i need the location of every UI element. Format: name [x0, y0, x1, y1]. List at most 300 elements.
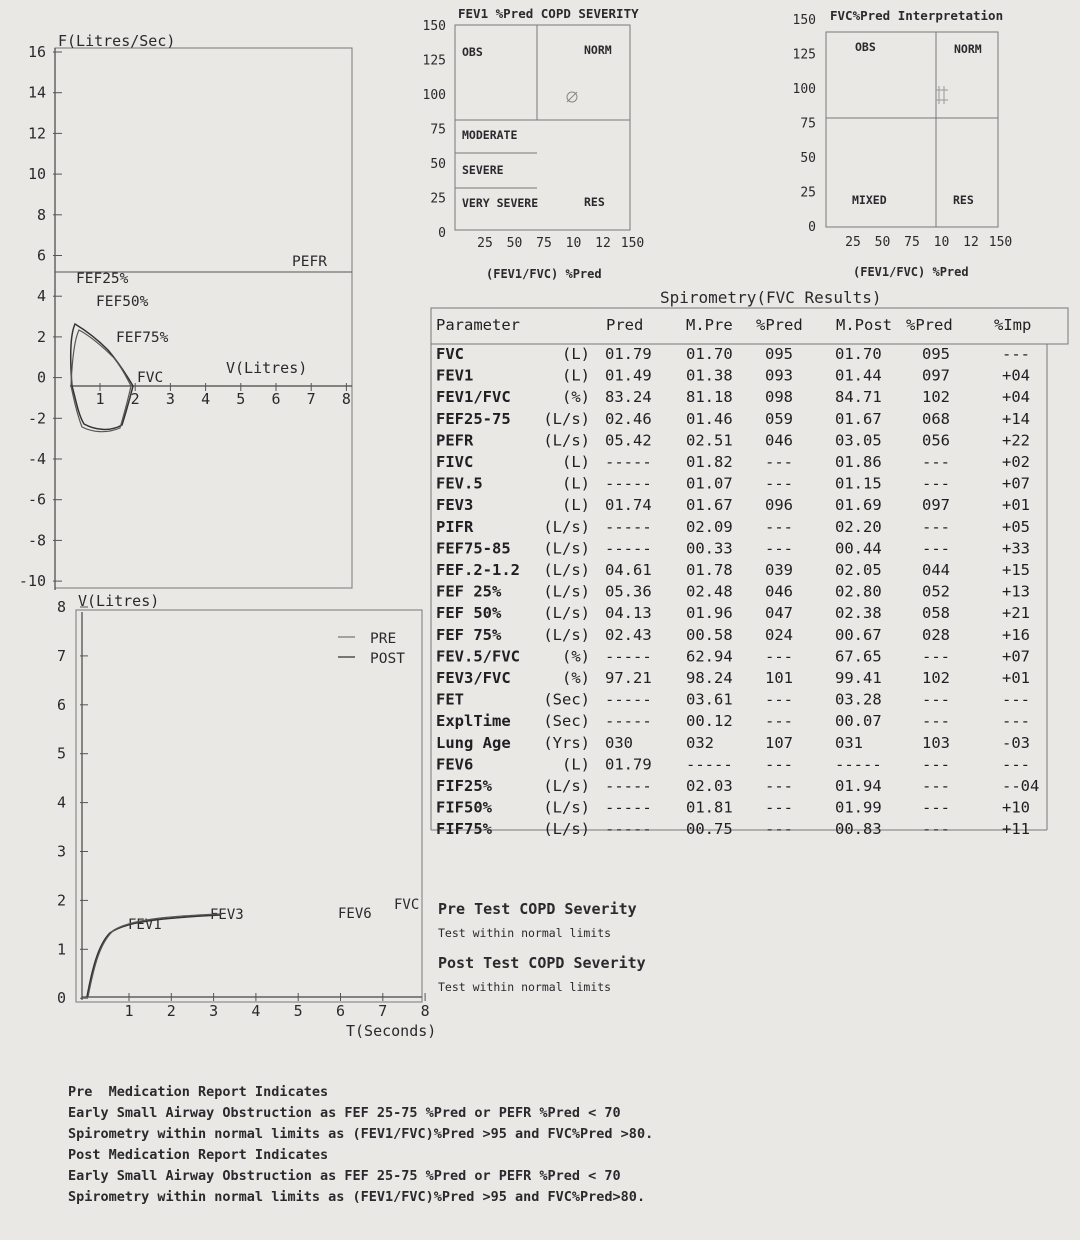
results-cell: 052: [922, 582, 950, 601]
results-cell: 01.38: [686, 366, 733, 385]
results-cell: 028: [922, 625, 950, 644]
results-cell: +21: [1002, 604, 1030, 623]
results-cell: 103: [922, 733, 950, 752]
results-row: [436, 799, 1030, 817]
copd-chart-y-tick: 0: [438, 226, 446, 241]
results-cell: 096: [765, 496, 793, 515]
report-line: Early Small Airway Obstruction as FEF 25-75 %Pred or PEFR %Pred < 70: [68, 1168, 621, 1184]
results-cell: 01.70: [835, 345, 882, 363]
volume-time-x-tick: 1: [124, 1002, 134, 1020]
results-cell: 01.99: [835, 798, 882, 817]
volume-time-x-label: T(Seconds): [346, 1022, 437, 1040]
results-cell: +07: [1002, 474, 1030, 493]
results-cell: 01.07: [686, 474, 733, 493]
report-line: Post Medication Report Indicates: [68, 1147, 329, 1163]
results-title: Spirometry(FVC Results): [660, 288, 882, 307]
results-cell: 00.12: [686, 712, 733, 731]
copd-zone-norm: NORM: [584, 43, 612, 57]
results-cell: 03.05: [835, 431, 882, 450]
copd-zone-severe: SEVERE: [462, 163, 504, 177]
results-cell: 107: [765, 733, 793, 752]
results-cell: (Sec): [543, 712, 590, 731]
results-cell: ---: [765, 798, 793, 817]
fef25-marker-label: FEF25%: [76, 271, 129, 287]
results-cell: FIF75%: [436, 820, 492, 839]
flow-volume-y-tick: 0: [36, 368, 46, 387]
volume-time-y-tick: 1: [56, 940, 66, 959]
flow-volume-x-tick: 7: [306, 390, 316, 408]
results-cell: +02: [1002, 453, 1030, 471]
results-cell: 044: [922, 561, 950, 579]
volume-time-y-tick: 3: [56, 842, 66, 861]
results-row: [436, 518, 1030, 536]
results-cell: (%): [562, 669, 590, 687]
results-cell: (L): [562, 474, 590, 493]
copd-chart-x-tick: 150: [620, 236, 645, 251]
flow-volume-y-label: F(Litres/Sec): [58, 32, 176, 50]
results-cell: -03: [1002, 733, 1030, 752]
results-cell: ---: [922, 474, 950, 493]
flow-volume-y-tick: -6: [27, 490, 46, 509]
results-cell: ---: [922, 539, 950, 558]
results-cell: 98.24: [686, 669, 733, 687]
results-cell: 030: [605, 733, 633, 752]
results-cell: FEV6: [436, 755, 474, 774]
results-row: [436, 691, 1030, 709]
flow-volume-chart: [19, 32, 352, 590]
results-cell: 84.71: [835, 388, 882, 407]
flow-volume-x-tick: 4: [201, 390, 211, 408]
copd-chart-x-tick: 25: [477, 236, 493, 251]
results-cell: 67.65: [835, 647, 882, 666]
flow-volume-y-tick: 16: [27, 43, 46, 61]
results-cell: 00.07: [835, 712, 882, 731]
results-row: [436, 604, 1030, 622]
volume-time-y-ticks: [57, 598, 88, 1007]
results-body: [436, 345, 1039, 838]
copd-chart-y-ticks: [423, 19, 446, 241]
copd-chart-y-tick: 25: [430, 191, 446, 207]
results-cell: +33: [1002, 539, 1030, 558]
results-cell: FEF75-85: [436, 539, 511, 558]
copd-chart-y-tick: 50: [430, 157, 446, 172]
results-cell: 093: [765, 366, 793, 385]
results-cell: 046: [765, 431, 793, 450]
results-cell: 01.79: [605, 755, 652, 774]
results-row: [436, 734, 1030, 752]
results-cell: 01.44: [835, 366, 882, 385]
results-cell: 02.05: [835, 561, 882, 579]
flow-volume-x-label: V(Litres): [226, 359, 308, 377]
results-cell: -----: [605, 647, 652, 666]
copd-chart-title: FEV1 %Pred COPD SEVERITY: [458, 6, 639, 21]
results-cell: ---: [1002, 712, 1030, 731]
flow-volume-y-tick: 14: [27, 83, 46, 102]
results-cell: ---: [765, 820, 793, 839]
results-cell: ---: [922, 517, 950, 536]
results-cell: FIVC: [436, 453, 474, 471]
fvc-interpretation-chart: [793, 8, 1013, 279]
flow-volume-y-tick: 4: [36, 287, 46, 306]
results-cell: (%): [562, 647, 590, 666]
report-line: Spirometry within normal limits as (FEV1/FVC)%Pred >95 and FVC%Pred >80.: [68, 1126, 654, 1142]
results-cell: -----: [605, 777, 652, 795]
legend-post-label: POST: [370, 651, 405, 667]
results-cell: 00.83: [835, 820, 882, 839]
flow-volume-y-tick: -8: [27, 531, 46, 550]
fvc-marker-label: FVC: [137, 370, 164, 386]
results-cell: +15: [1002, 561, 1030, 579]
results-cell: 97.21: [605, 669, 652, 687]
results-cell: ---: [922, 798, 950, 817]
results-cell: 102: [922, 388, 950, 407]
results-cell: ---: [922, 755, 950, 774]
results-cell: 02.20: [835, 517, 882, 536]
fvc-zone-norm: NORM: [954, 42, 982, 56]
results-cell: 098: [765, 388, 793, 407]
results-cell: -----: [605, 539, 652, 558]
fvc-chart-x-label: (FEV1/FVC) %Pred: [853, 265, 969, 279]
results-row: [436, 539, 1030, 557]
results-cell: -----: [605, 517, 652, 536]
results-cell: (L/s): [543, 409, 590, 428]
results-cell: +04: [1002, 388, 1030, 407]
results-cell: +01: [1002, 669, 1030, 687]
results-cell: 039: [765, 561, 793, 579]
results-cell: ---: [765, 690, 793, 709]
copd-chart-y-tick: 125: [422, 53, 446, 69]
fev3-marker-label: FEV3: [210, 907, 244, 923]
results-cell: (L/s): [543, 625, 590, 644]
results-cell: 024: [765, 625, 793, 644]
results-cell: 097: [922, 366, 950, 385]
results-cell: 01.78: [686, 561, 733, 579]
results-cell: FEF.2-1.2: [436, 561, 520, 579]
results-cell: 102: [922, 669, 950, 687]
results-cell: -----: [605, 453, 652, 471]
fvc-chart-y-tick: 75: [800, 116, 816, 132]
results-cell: 02.09: [686, 517, 733, 536]
results-row: [436, 755, 1030, 773]
fef75-marker-label: FEF75%: [116, 330, 169, 346]
copd-chart-y-tick: 75: [430, 122, 446, 138]
copd-chart-y-tick: 100: [422, 88, 446, 103]
results-cell: 02.43: [605, 625, 652, 644]
medication-report: [68, 1082, 828, 1208]
results-cell: ---: [922, 690, 950, 709]
results-cell: ---: [1002, 755, 1030, 774]
volume-time-legend: [338, 631, 405, 667]
fev6-marker-label: FEV6: [338, 906, 372, 922]
results-cell: (%): [562, 388, 590, 407]
flow-volume-x-tick: 1: [95, 390, 105, 408]
results-header-cell: Pred: [606, 316, 644, 334]
flow-volume-y-tick: -4: [27, 450, 46, 468]
results-cell: 059: [765, 409, 793, 428]
results-cell: 01.96: [686, 604, 733, 623]
copd-severity-chart: [423, 6, 645, 281]
results-cell: ---: [922, 453, 950, 471]
results-cell: 00.75: [686, 820, 733, 839]
results-cell: +07: [1002, 647, 1030, 666]
results-cell: 81.18: [686, 388, 733, 407]
results-cell: 01.74: [605, 496, 652, 515]
volume-time-y-tick: 4: [56, 793, 66, 812]
results-cell: +01: [1002, 496, 1030, 515]
flow-volume-x-tick: 3: [165, 390, 175, 408]
results-header-cell: M.Pre: [686, 316, 733, 334]
fvc-chart-x-tick: 25: [845, 235, 861, 250]
results-cell: 01.67: [686, 496, 733, 515]
results-cell: 101: [765, 669, 793, 687]
results-cell: (L): [562, 345, 590, 363]
results-cell: FET: [436, 690, 464, 709]
fvc-zone-res: RES: [953, 193, 974, 207]
results-row: [436, 388, 1030, 406]
results-cell: (L): [562, 755, 590, 774]
results-cell: 62.94: [686, 647, 733, 666]
copd-chart-x-tick: 10: [565, 236, 582, 251]
flow-volume-x-tick: 6: [271, 390, 281, 408]
results-cell: --04: [1002, 777, 1040, 795]
results-cell: 05.42: [605, 431, 652, 450]
results-cell: 04.61: [605, 561, 652, 579]
volume-time-x-tick: 4: [251, 1002, 261, 1020]
results-cell: (L/s): [543, 777, 590, 795]
volume-time-x-tick: 5: [293, 1002, 303, 1020]
results-cell: FEV1: [436, 366, 474, 385]
results-cell: (L/s): [543, 604, 590, 623]
results-cell: ExplTime: [436, 712, 511, 731]
results-cell: Lung Age: [436, 733, 511, 752]
results-row: [436, 820, 1030, 838]
results-cell: ---: [765, 755, 793, 774]
fvc-pre-post-marker: [936, 86, 948, 104]
results-cell: +05: [1002, 517, 1030, 536]
results-cell: (L/s): [543, 582, 590, 601]
report-line: Pre Medication Report Indicates: [68, 1084, 329, 1100]
results-cell: 095: [922, 345, 950, 363]
results-cell: -----: [605, 712, 652, 731]
results-cell: 00.67: [835, 625, 882, 644]
results-cell: +16: [1002, 625, 1030, 644]
results-cell: 047: [765, 604, 793, 623]
results-cell: 01.79: [605, 345, 652, 363]
results-cell: +04: [1002, 366, 1030, 385]
flow-volume-y-tick: 12: [27, 124, 46, 143]
copd-chart-x-label: (FEV1/FVC) %Pred: [486, 267, 602, 281]
results-cell: ---: [922, 820, 950, 839]
results-cell: FEF 75%: [436, 625, 502, 644]
results-row: [436, 410, 1030, 428]
flow-volume-y-tick: -2: [27, 409, 46, 428]
copd-chart-y-tick: 150: [422, 19, 446, 34]
results-cell: (L/s): [543, 539, 590, 558]
copd-chart-x-tick: 12: [595, 236, 611, 251]
results-header-cell: Parameter: [436, 316, 520, 334]
results-cell: +11: [1002, 820, 1030, 839]
results-header-cell: %Pred: [906, 316, 953, 334]
flow-volume-y-tick: -10: [18, 572, 46, 591]
pre-test-copd-title: Pre Test COPD Severity: [438, 900, 637, 918]
copd-chart-x-tick: 75: [536, 236, 552, 251]
results-cell: +10: [1002, 798, 1030, 817]
pefr-marker-label: PEFR: [292, 254, 327, 270]
fvc-chart-y-tick: 25: [800, 185, 816, 201]
fvc-chart-y-tick: 0: [808, 220, 816, 235]
results-row: [436, 496, 1030, 514]
results-cell: (L/s): [543, 561, 590, 579]
results-cell: 02.51: [686, 431, 733, 450]
flow-volume-y-tick: 6: [36, 246, 46, 265]
fvc-chart-x-tick: 150: [988, 235, 1013, 250]
results-cell: FEV3: [436, 496, 474, 515]
results-cell: PIFR: [436, 517, 474, 536]
results-cell: ---: [922, 712, 950, 731]
results-cell: 032: [686, 733, 714, 752]
results-cell: FEF25-75: [436, 409, 511, 428]
fvc-chart-y-tick: 125: [792, 47, 816, 63]
results-cell: 097: [922, 496, 950, 515]
results-cell: 03.28: [835, 690, 882, 709]
results-cell: 05.36: [605, 582, 652, 601]
results-cell: (L/s): [543, 798, 590, 817]
results-cell: ---: [765, 453, 793, 471]
results-cell: 99.41: [835, 669, 882, 687]
results-cell: 01.94: [835, 777, 882, 795]
flow-volume-y-tick: 8: [36, 205, 46, 224]
results-cell: ---: [765, 517, 793, 536]
volume-time-x-tick: 6: [335, 1002, 346, 1020]
post-test-copd-title: Post Test COPD Severity: [438, 954, 646, 972]
results-row: [436, 583, 1030, 601]
results-cell: FEF 50%: [436, 604, 502, 623]
copd-severity-section: [438, 896, 858, 1004]
results-cell: 01.49: [605, 366, 652, 385]
results-header-cell: %Imp: [994, 316, 1032, 334]
results-cell: 00.33: [686, 539, 733, 558]
results-row: [436, 475, 1030, 493]
results-cell: FEV.5/FVC: [436, 647, 520, 666]
results-cell: FEF 25%: [436, 582, 502, 601]
flow-volume-y-tick: 10: [27, 165, 46, 184]
results-cell: 02.03: [686, 777, 733, 795]
results-cell: 058: [922, 604, 950, 623]
fvc-chart-x-tick: 50: [874, 235, 891, 250]
results-cell: 068: [922, 409, 950, 428]
results-cell: 046: [765, 582, 793, 601]
results-cell: (Sec): [543, 690, 590, 709]
results-header-row: [436, 316, 1031, 334]
fef50-marker-label: FEF50%: [96, 294, 149, 310]
copd-zone-moderate: MODERATE: [462, 128, 518, 142]
results-cell: (L/s): [543, 820, 590, 839]
results-row: [436, 561, 1030, 579]
results-cell: -----: [605, 474, 652, 493]
results-row: [436, 647, 1030, 665]
results-cell: -----: [605, 690, 652, 709]
results-cell: ---: [765, 474, 793, 493]
results-row: [436, 453, 1030, 471]
volume-time-x-tick: 7: [378, 1002, 388, 1020]
fvc-chart-x-tick: 10: [933, 235, 950, 250]
results-cell: FEV3/FVC: [436, 669, 511, 687]
results-row: [436, 777, 1039, 795]
flow-volume-x-tick: 8: [341, 390, 351, 408]
results-cell: 01.15: [835, 474, 882, 493]
results-row: [436, 367, 1030, 385]
results-cell: (L): [562, 496, 590, 515]
legend-pre-label: PRE: [370, 631, 397, 647]
results-cell: ---: [765, 539, 793, 558]
results-cell: ---: [765, 647, 793, 666]
volume-time-y-tick: 8: [56, 598, 66, 616]
results-cell: 02.38: [835, 604, 882, 623]
results-cell: ---: [922, 777, 950, 795]
results-cell: 01.81: [686, 798, 733, 817]
fvc-chart-y-tick: 50: [800, 151, 816, 166]
copd-chart-x-ticks: [477, 236, 644, 251]
spirometry-results-table: [431, 288, 1068, 838]
volume-time-y-label: V(Litres): [78, 592, 160, 610]
results-cell: -----: [686, 755, 733, 774]
results-row: [436, 431, 1030, 449]
report-line: Early Small Airway Obstruction as FEF 25-75 %Pred or PEFR %Pred < 70: [68, 1105, 621, 1121]
flow-volume-x-tick: 5: [236, 390, 246, 408]
results-cell: 031: [835, 733, 863, 752]
volume-time-y-tick: 5: [56, 744, 66, 763]
report-line: Spirometry within normal limits as (FEV1/FVC)%Pred >95 and FVC%Pred>80.: [68, 1189, 646, 1205]
fvc-chart-x-tick: 75: [904, 235, 920, 250]
fvc-chart-title: FVC%Pred Interpretation: [830, 8, 1004, 23]
flow-volume-x-tick: 2: [130, 390, 140, 408]
results-cell: +22: [1002, 431, 1030, 450]
results-cell: (L/s): [543, 431, 590, 450]
results-cell: +14: [1002, 409, 1030, 428]
volume-time-y-tick: 6: [56, 695, 66, 714]
volume-time-x-tick: 2: [166, 1002, 176, 1020]
fvc-chart-x-tick: 12: [963, 235, 979, 250]
fvc-chart-x-ticks: [845, 235, 1012, 250]
fvc-volume-marker-label: FVC: [394, 897, 420, 913]
results-cell: ---: [765, 712, 793, 731]
volume-time-x-tick: 3: [209, 1002, 219, 1020]
results-cell: (Yrs): [543, 733, 590, 752]
post-test-copd-text: Test within normal limits: [438, 980, 612, 994]
results-cell: -----: [605, 820, 652, 839]
results-row: [436, 669, 1030, 687]
results-cell: 01.69: [835, 496, 882, 515]
results-cell: 056: [922, 431, 950, 450]
flow-volume-x-ticks: [95, 383, 350, 408]
copd-pre-post-marker: [567, 92, 577, 102]
results-cell: 01.46: [686, 409, 733, 428]
fvc-zone-obs: OBS: [855, 40, 876, 54]
results-cell: (L): [562, 453, 590, 471]
results-cell: ---: [1002, 345, 1030, 363]
results-cell: 01.82: [686, 453, 733, 471]
results-cell: ---: [765, 777, 793, 795]
fvc-zone-mixed: MIXED: [852, 193, 887, 207]
volume-time-y-tick: 0: [56, 989, 66, 1008]
copd-zone-res: RES: [584, 195, 605, 209]
results-cell: 01.70: [686, 345, 733, 363]
copd-chart-x-tick: 50: [506, 236, 523, 251]
results-cell: 83.24: [605, 388, 652, 407]
results-cell: 00.44: [835, 539, 882, 558]
volume-time-y-tick: 2: [56, 891, 66, 910]
results-cell: -----: [605, 798, 652, 817]
